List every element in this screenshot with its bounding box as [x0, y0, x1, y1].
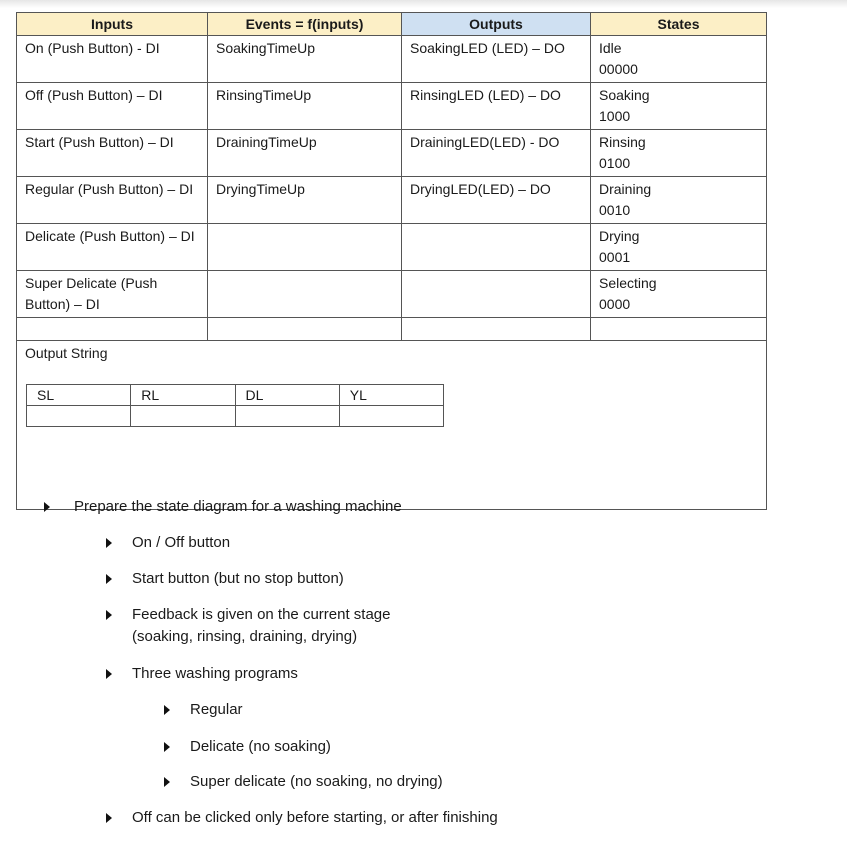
- state-code: 0010: [599, 202, 631, 218]
- output-value-cell: [339, 406, 443, 427]
- output-cell: RinsingLED (LED) – DO: [402, 83, 591, 130]
- bullet-item: On / Off button: [132, 534, 231, 551]
- output-cell: [402, 224, 591, 271]
- event-cell: DryingTimeUp: [208, 177, 402, 224]
- input-cell: Regular (Push Button) – DI: [17, 177, 208, 224]
- state-name: Draining: [599, 181, 652, 197]
- bullet-arrow-icon: [106, 813, 112, 823]
- table-row-empty: [17, 318, 767, 341]
- event-cell: [208, 271, 402, 318]
- state-cell: [591, 271, 767, 318]
- bullet-item: Three washing programs: [132, 665, 298, 682]
- header-states: States: [591, 13, 767, 36]
- bullet-item: Prepare the state diagram for a washing machine: [74, 498, 402, 515]
- header-outputs: Outputs: [402, 13, 591, 36]
- bullet-item: Regular: [190, 701, 243, 718]
- output-col-header: DL: [235, 385, 339, 406]
- state-cell: [591, 177, 767, 224]
- table-row: [17, 224, 767, 271]
- input-cell: Delicate (Push Button) – DI: [17, 224, 208, 271]
- state-cell: [591, 83, 767, 130]
- bullet-arrow-icon: [106, 574, 112, 584]
- bullet-item: Super delicate (no soaking, no drying): [190, 773, 443, 790]
- bullet-item: Off can be clicked only before starting, or after finishing: [132, 809, 498, 826]
- bullet-arrow-icon: [164, 777, 170, 787]
- input-cell: On (Push Button) - DI: [17, 36, 208, 83]
- state-code: 0100: [599, 155, 631, 171]
- output-cell: DrainingLED(LED) - DO: [402, 130, 591, 177]
- bullet-arrow-icon: [106, 610, 112, 620]
- header-inputs: Inputs: [17, 13, 208, 36]
- output-string-label: Output String: [25, 345, 108, 361]
- table-row: [17, 177, 767, 224]
- output-cell: [402, 271, 591, 318]
- output-cell: DryingLED(LED) – DO: [402, 177, 591, 224]
- output-value-cell: [131, 406, 235, 427]
- state-cell: [591, 224, 767, 271]
- state-cell: [591, 36, 767, 83]
- event-cell: RinsingTimeUp: [208, 83, 402, 130]
- state-code: 0000: [599, 296, 631, 312]
- bullet-item: Feedback is given on the current stage: [132, 606, 391, 623]
- output-string-section: [17, 341, 767, 510]
- table-row: [17, 36, 767, 83]
- bullet-arrow-icon: [164, 742, 170, 752]
- bullet-arrow-icon: [106, 669, 112, 679]
- state-name: Drying: [599, 228, 640, 244]
- state-code: 1000: [599, 108, 631, 124]
- bullet-arrow-icon: [44, 502, 50, 512]
- event-cell: SoakingTimeUp: [208, 36, 402, 83]
- state-name: Selecting: [599, 275, 657, 291]
- event-cell: [208, 224, 402, 271]
- output-cell: SoakingLED (LED) – DO: [402, 36, 591, 83]
- output-col-header: YL: [339, 385, 443, 406]
- bullet-arrow-icon: [106, 538, 112, 548]
- state-code: 00000: [599, 61, 638, 77]
- bullet-item: Start button (but no stop button): [132, 570, 344, 587]
- input-cell: Off (Push Button) – DI: [17, 83, 208, 130]
- output-col-header: SL: [27, 385, 131, 406]
- io-table: [16, 12, 767, 510]
- table-row: [17, 130, 767, 177]
- bullet-item-continued: (soaking, rinsing, draining, drying): [132, 628, 358, 645]
- output-value-cell: [27, 406, 131, 427]
- table-row: [17, 83, 767, 130]
- bullet-arrow-icon: [164, 705, 170, 715]
- state-code: 0001: [599, 249, 631, 265]
- input-cell: Start (Push Button) – DI: [17, 130, 208, 177]
- table-row: [17, 271, 767, 318]
- output-value-cell: [235, 406, 339, 427]
- header-events: Events = f(inputs): [208, 13, 402, 36]
- bullet-item: Delicate (no soaking): [190, 738, 331, 755]
- state-cell: [591, 130, 767, 177]
- output-string-table: [26, 384, 444, 427]
- output-col-header: RL: [131, 385, 235, 406]
- top-shadow: [0, 0, 847, 8]
- state-name: Idle: [599, 40, 622, 56]
- state-name: Rinsing: [599, 134, 646, 150]
- input-cell: Super Delicate (Push Button) – DI: [17, 271, 208, 318]
- state-name: Soaking: [599, 87, 650, 103]
- event-cell: DrainingTimeUp: [208, 130, 402, 177]
